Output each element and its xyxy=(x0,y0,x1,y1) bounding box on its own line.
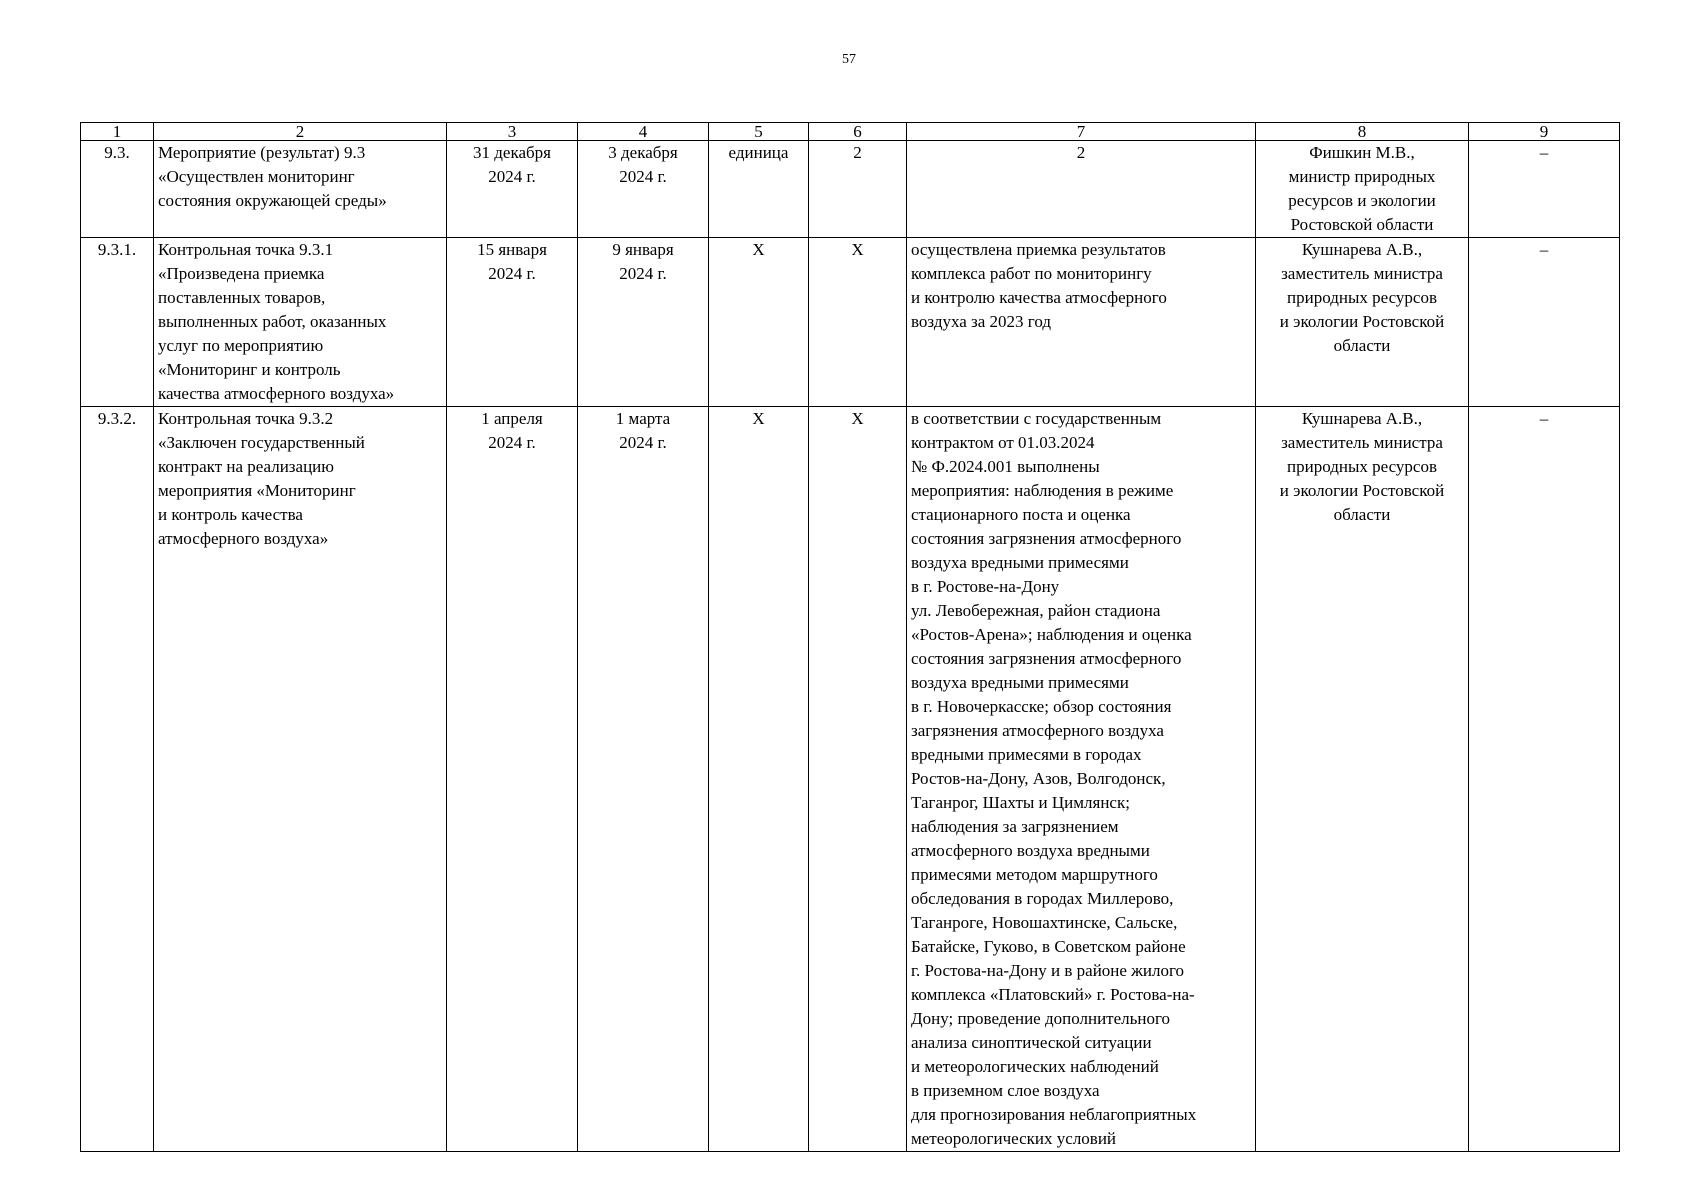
activity-name-cell: Контрольная точка 9.3.1 «Произведена приемка поставленных товаров, выполненных работ, оказанных услуг по мероприятию «Мониторинг и контроль качества атмосферного воздуха» xyxy=(154,238,447,407)
table-row xyxy=(81,238,1620,407)
column-number-row xyxy=(81,123,1620,141)
result-cell: 2 xyxy=(907,141,1256,238)
activity-name-cell: Мероприятие (результат) 9.3 «Осуществлен мониторинг состояния окружающей среды» xyxy=(154,141,447,238)
responsible-cell: Кушнарева А.В., заместитель министра природных ресурсов и экологии Ростовской области xyxy=(1256,238,1469,407)
table-row xyxy=(81,141,1620,238)
plan-value-cell: X xyxy=(809,407,907,1152)
responsible-cell: Фишкин М.В., министр природных ресурсов и экологии Ростовской области xyxy=(1256,141,1469,238)
column-header: 3 xyxy=(447,123,578,141)
plan-date-cell: 1 апреля 2024 г. xyxy=(447,407,578,1152)
column-header: 6 xyxy=(809,123,907,141)
row-number-cell: 9.3. xyxy=(81,141,154,238)
column-header: 1 xyxy=(81,123,154,141)
report-table xyxy=(80,122,1620,1152)
note-cell: – xyxy=(1469,407,1620,1152)
unit-cell: единица xyxy=(709,141,809,238)
fact-date-cell: 3 декабря 2024 г. xyxy=(578,141,709,238)
result-cell: в соответствии с государственным контрактом от 01.03.2024 № Ф.2024.001 выполнены мероприятия: наблюдения в режиме стационарного поста и оценка состояния загрязнения атмосферного воздуха вредными примесями в г. Ростове-на-Дону ул. Левобережная, район стадиона «Ростов-Арена»; наблюдения и оценка состояния загрязнения атмосферного воздуха вредными примесями в г. Новочеркасске; обзор состояния загрязнения атмосферного воздуха вредными примесями в городах Ростов-на-Дону, Азов, Волгодонск, Таганрог, Шахты и Цимлянск; наблюдения за загрязнением атмосферного воздуха вредными примесями методом маршрутного обследования в городах Миллерово, Таганроге, Новошахтинске, Сальске, Батайске, Гуково, в Советском районе г. Ростова-на-Дону и в районе жилого комплекса «Платовский» г. Ростова-на- Дону; проведение дополнительного анализа синоптической ситуации и метеорологических наблюдений в приземном слое воздуха для прогнозирования неблагоприятных метеорологических условий xyxy=(907,407,1256,1152)
table-row xyxy=(81,407,1620,1152)
row-number-cell: 9.3.2. xyxy=(81,407,154,1152)
plan-date-cell: 15 января 2024 г. xyxy=(447,238,578,407)
column-header: 9 xyxy=(1469,123,1620,141)
activity-name-cell: Контрольная точка 9.3.2 «Заключен государственный контракт на реализацию мероприятия «Мониторинг и контроль качества атмосферного воздуха» xyxy=(154,407,447,1152)
plan-value-cell: X xyxy=(809,238,907,407)
plan-date-cell: 31 декабря 2024 г. xyxy=(447,141,578,238)
responsible-cell: Кушнарева А.В., заместитель министра природных ресурсов и экологии Ростовской области xyxy=(1256,407,1469,1152)
fact-date-cell: 1 марта 2024 г. xyxy=(578,407,709,1152)
result-cell: осуществлена приемка результатов комплекса работ по мониторингу и контролю качества атмосферного воздуха за 2023 год xyxy=(907,238,1256,407)
unit-cell: X xyxy=(709,238,809,407)
unit-cell: X xyxy=(709,407,809,1152)
column-header: 8 xyxy=(1256,123,1469,141)
note-cell: – xyxy=(1469,238,1620,407)
column-header: 2 xyxy=(154,123,447,141)
plan-value-cell: 2 xyxy=(809,141,907,238)
note-cell: – xyxy=(1469,141,1620,238)
column-header: 5 xyxy=(709,123,809,141)
column-header: 4 xyxy=(578,123,709,141)
page-number: 57 xyxy=(842,52,856,67)
fact-date-cell: 9 января 2024 г. xyxy=(578,238,709,407)
column-header: 7 xyxy=(907,123,1256,141)
row-number-cell: 9.3.1. xyxy=(81,238,154,407)
